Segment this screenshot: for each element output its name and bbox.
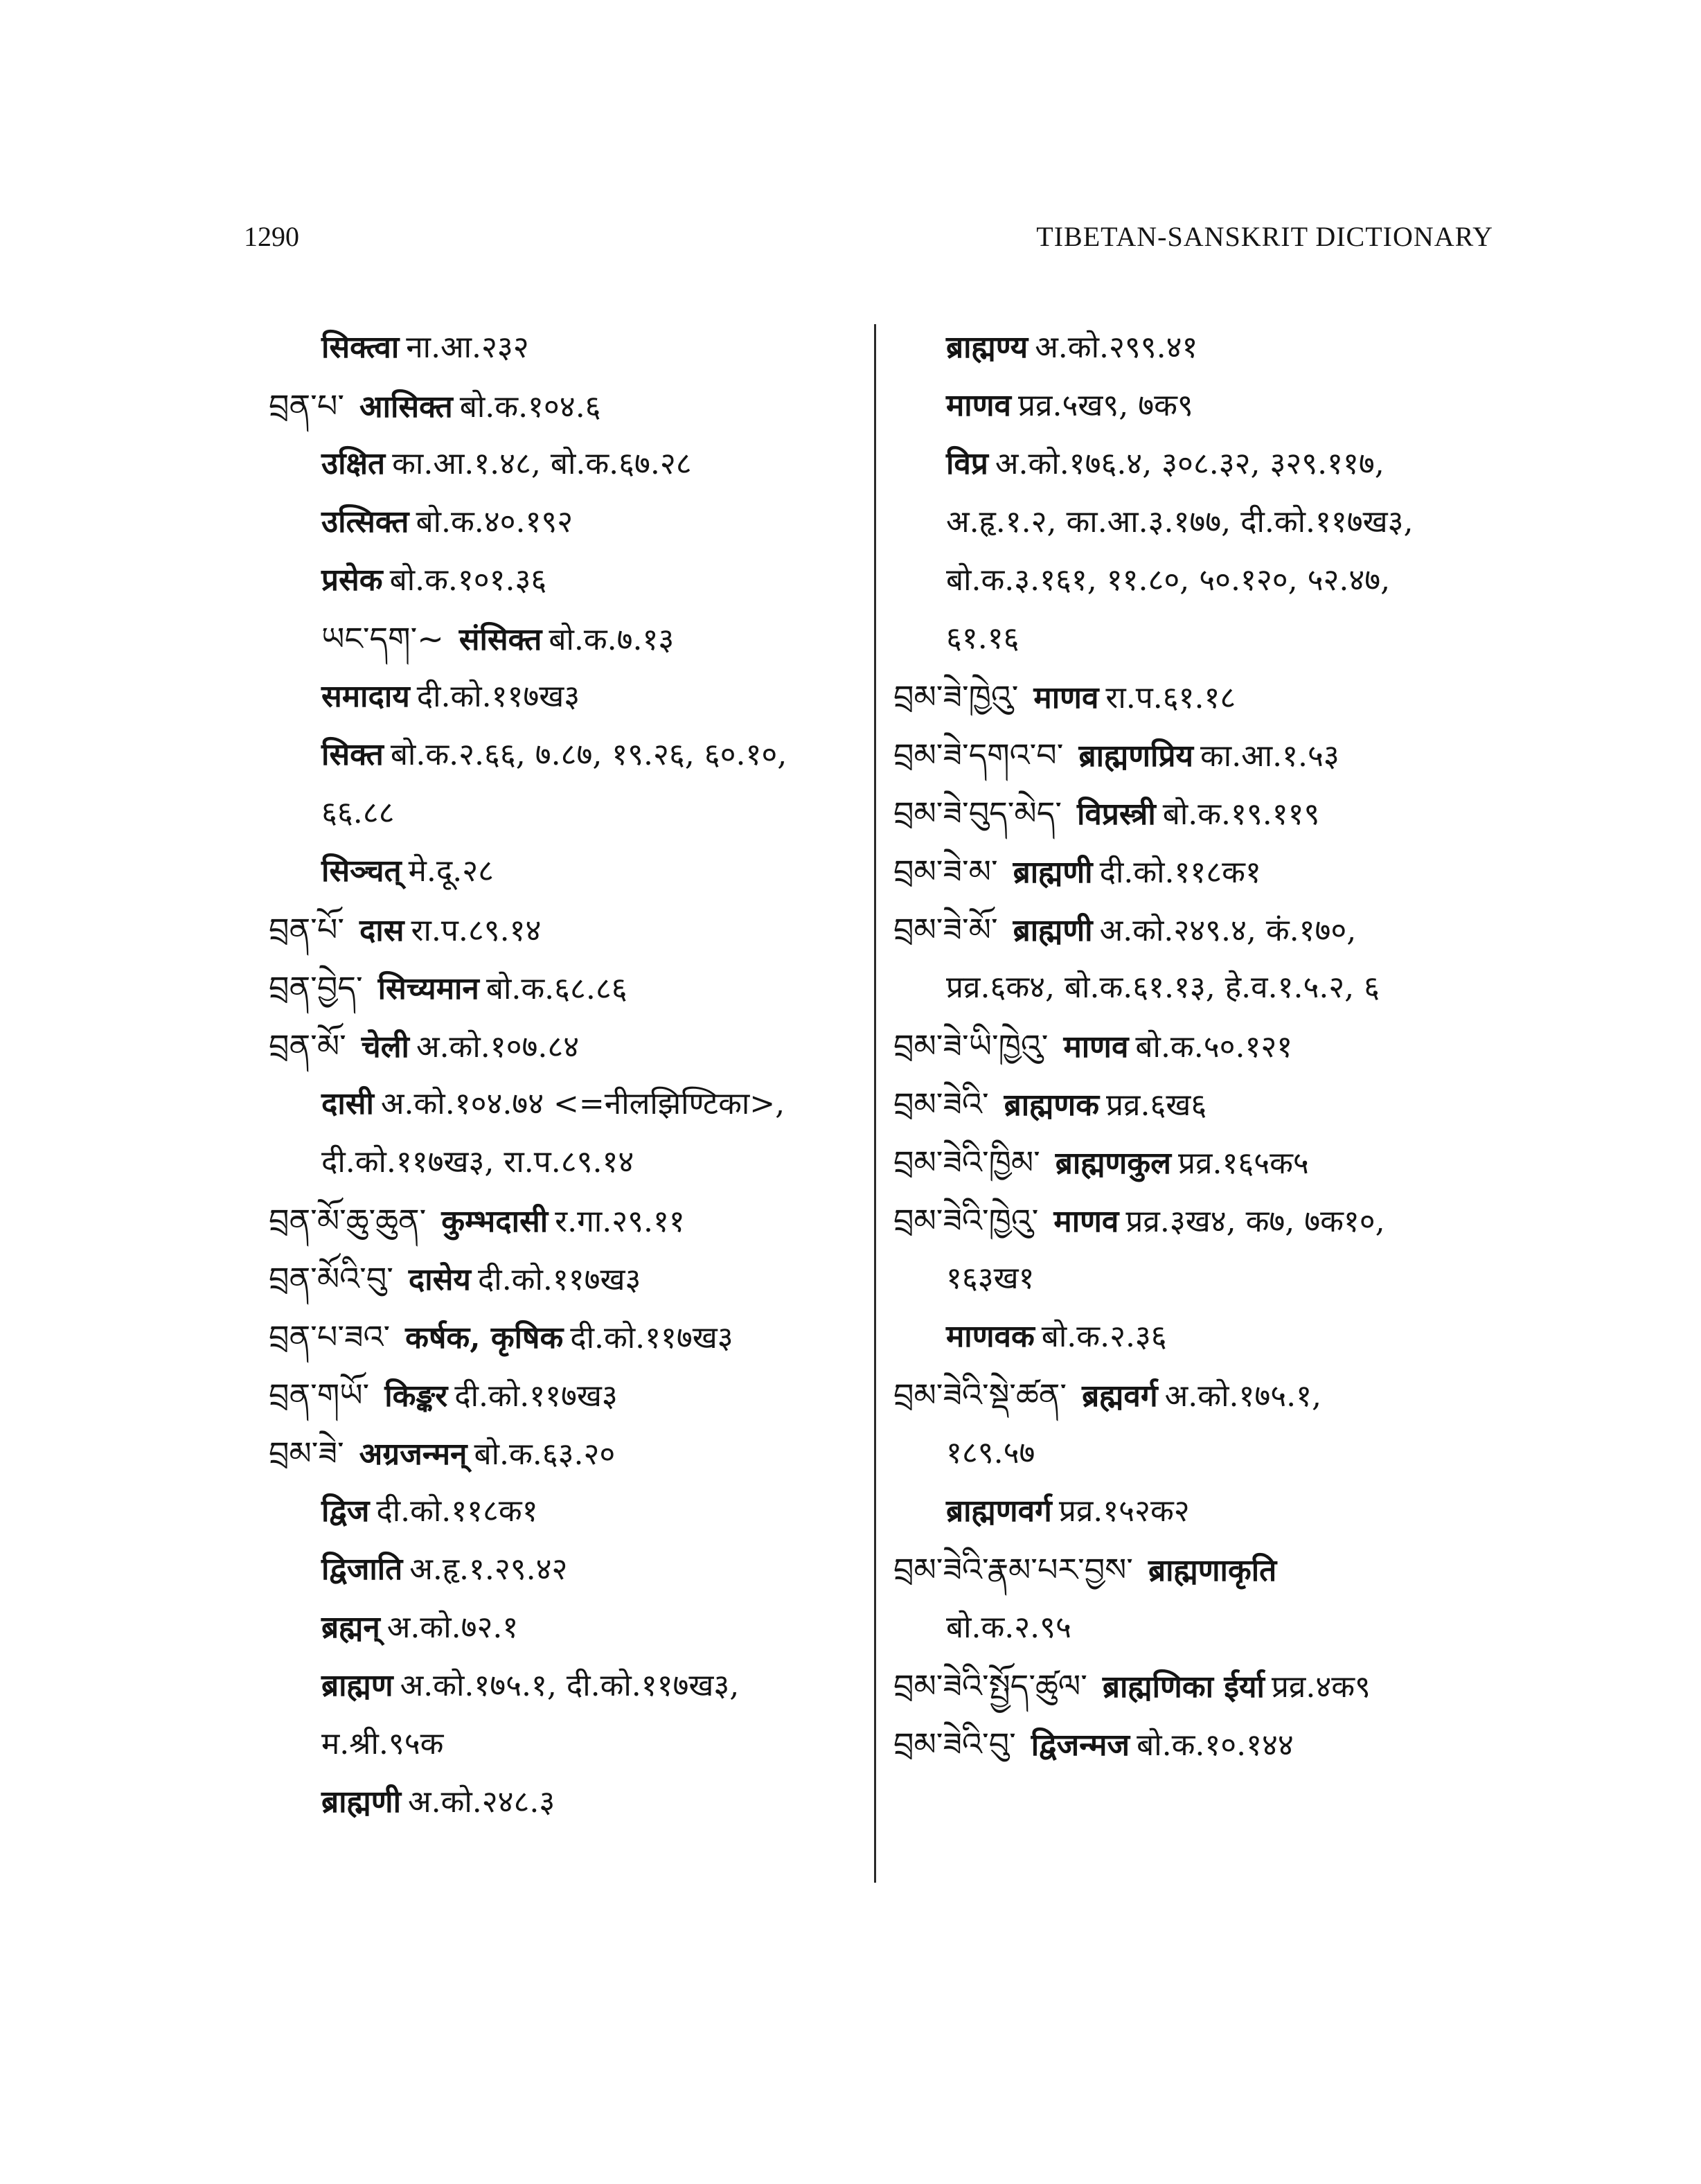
sanskrit-term: उक्षित xyxy=(321,446,386,481)
sanskrit-term: अग्रजन्मन् xyxy=(359,1437,467,1472)
source-reference: बो.क.५०.१२१ xyxy=(1135,1029,1293,1065)
source-reference: अ.को.१०७.८४ xyxy=(416,1029,580,1065)
source-reference: अ.हृ.१.२, का.आ.३.१७७, दी.को.११७ख३, xyxy=(946,504,1414,540)
source-reference: दी.को.११७ख३, रा.प.८९.१४ xyxy=(321,1144,634,1180)
source-reference: १६३ख१ xyxy=(946,1261,1035,1296)
dictionary-line xyxy=(269,1133,864,1191)
dictionary-line xyxy=(269,668,864,726)
source-reference: प्रव्र.४क९ xyxy=(1271,1669,1371,1705)
source-reference: बो.क.३.१६१, ११.८०, ५०.१२०, ५२.४७, xyxy=(946,562,1391,598)
dictionary-line xyxy=(269,1250,864,1308)
dictionary-line xyxy=(893,1424,1503,1482)
source-reference: का.आ.१.५३ xyxy=(1200,738,1339,774)
sanskrit-term: माणव xyxy=(1063,1029,1129,1065)
sanskrit-term: ब्राह्मण्य xyxy=(946,330,1028,365)
source-reference: अ.को.१७५.१, xyxy=(1164,1378,1321,1414)
column-divider xyxy=(874,324,876,1883)
dictionary-line xyxy=(893,551,1503,610)
source-reference: बो.क.१०१.३६ xyxy=(389,562,547,598)
source-reference: प्रव्र.१५२क२ xyxy=(1058,1493,1190,1529)
sanskrit-term: कर्षक, कृषिक xyxy=(405,1320,564,1356)
sanskrit-term: ब्राह्मणी xyxy=(321,1784,401,1820)
tibetan-headword: བྲན་པ་ xyxy=(269,387,344,425)
dictionary-line xyxy=(269,1424,864,1482)
dictionary-line xyxy=(269,1715,864,1773)
sanskrit-term: ब्राह्मणिका ईर्या xyxy=(1102,1669,1265,1705)
tibetan-headword: བྲམ་ཟེ་ཡི་ཁྱེའུ་ xyxy=(893,1027,1049,1065)
source-reference: बो.क.२.६६, ७.८७, १९.२६, ६०.१०, xyxy=(390,737,787,772)
tibetan-headword: བྲམ་ཟེའི་ xyxy=(893,1085,989,1123)
source-reference: दी.को.११७ख३ xyxy=(416,679,580,714)
sanskrit-term: माणव xyxy=(1053,1204,1119,1239)
dictionary-line xyxy=(893,1541,1503,1599)
dictionary-line xyxy=(269,1075,864,1133)
sanskrit-term: ब्राह्मणकुल xyxy=(1055,1146,1171,1181)
tibetan-headword: བྲམ་ཟེ་བུད་མེད་ xyxy=(893,794,1062,832)
dictionary-line xyxy=(269,1366,864,1424)
source-reference: बो.क.२.९५ xyxy=(946,1610,1071,1645)
dictionary-line xyxy=(269,726,864,784)
running-head: TIBETAN-SANSKRIT DICTIONARY xyxy=(1036,221,1493,252)
dictionary-line xyxy=(269,493,864,551)
sanskrit-term: सिक्त्वा xyxy=(321,330,400,365)
tibetan-headword: བྲམ་ཟེ་ xyxy=(269,1435,344,1472)
sanskrit-term: दासी xyxy=(321,1086,374,1121)
tibetan-headword: བྲན་མོའི་བུ་ xyxy=(269,1260,393,1297)
sanskrit-term: उत्सिक्त xyxy=(321,504,409,540)
dictionary-line xyxy=(893,726,1503,784)
source-reference: दी.को.११७ख३ xyxy=(477,1262,641,1297)
tibetan-headword: བྲམ་ཟེའི་སྡེ་ཚན་ xyxy=(893,1376,1067,1414)
dictionary-line xyxy=(269,1541,864,1599)
sanskrit-term: संसिक्त xyxy=(458,622,542,657)
source-reference: अ.को.१०४.७४ <=नीलझिण्टिका>, xyxy=(380,1086,785,1121)
source-reference: अ.को.२९९.४१ xyxy=(1035,330,1198,365)
source-reference: प्रव्र.३ख४, क७, ७क१०, xyxy=(1125,1204,1385,1239)
source-reference: प्रव्र.१६५क५ xyxy=(1178,1146,1309,1181)
sanskrit-term: ब्राह्मणाकृति xyxy=(1148,1553,1277,1588)
source-reference: अ.को.२४८.३ xyxy=(407,1784,555,1820)
dictionary-line xyxy=(893,1133,1503,1191)
source-reference: रा.प.६१.१८ xyxy=(1105,680,1236,716)
source-reference: अ.को.१७५.१, दी.को.११७ख३, xyxy=(400,1668,740,1703)
dictionary-line xyxy=(269,900,864,959)
dictionary-line xyxy=(269,377,864,435)
dictionary-line xyxy=(893,319,1503,377)
source-reference: बो.क.१९.११९ xyxy=(1162,797,1320,832)
source-reference: बो.क.७.१३ xyxy=(549,622,675,657)
tibetan-headword: ཡང་དག་~ xyxy=(321,620,444,657)
source-reference: अ.को.२४९.४, कं.१७०, xyxy=(1099,913,1357,948)
sanskrit-term: ब्राह्मणप्रिय xyxy=(1078,738,1193,774)
source-reference: १८९.५७ xyxy=(946,1435,1035,1471)
source-reference: र.गा.२९.११ xyxy=(555,1204,685,1239)
source-reference: दी.को.११७ख३ xyxy=(454,1378,618,1414)
source-reference: प्रव्र.६क४, बो.क.६१.१३, हे.व.१.५.२, ६ xyxy=(946,970,1380,1005)
source-reference: अ.हृ.१.२९.४२ xyxy=(409,1552,568,1587)
source-reference: प्रव्र.६ख६ xyxy=(1106,1087,1207,1123)
dictionary-line xyxy=(893,900,1503,959)
sanskrit-term: माणवक xyxy=(946,1319,1035,1354)
source-reference: बो.क.१०.१४४ xyxy=(1137,1728,1294,1763)
sanskrit-term: किङ्कर xyxy=(384,1378,448,1414)
dictionary-line xyxy=(269,1308,864,1366)
tibetan-headword: བྲན་མོ་ཆུ་ཆུན་ xyxy=(269,1202,427,1239)
sanskrit-term: सिञ्चत् xyxy=(321,853,402,889)
dictionary-line xyxy=(269,784,864,842)
sanskrit-term: दास xyxy=(359,913,404,948)
source-reference: अ.को.१७६.४, ३०८.३२, ३२९.११७, xyxy=(995,446,1384,481)
dictionary-line xyxy=(893,1075,1503,1133)
sanskrit-term: द्विजाति xyxy=(321,1552,403,1587)
dictionary-line xyxy=(893,959,1503,1017)
sanskrit-term: समादाय xyxy=(321,679,410,714)
dictionary-line xyxy=(893,1250,1503,1308)
sanskrit-term: ब्राह्मणी xyxy=(1013,913,1093,948)
tibetan-headword: བྲམ་ཟེའི་བུ་ xyxy=(893,1725,1016,1763)
source-reference: म.श्री.९५क xyxy=(321,1726,444,1761)
dictionary-line xyxy=(893,610,1503,668)
dictionary-line xyxy=(893,377,1503,435)
dictionary-line xyxy=(893,493,1503,551)
source-reference: बो.क.२.३६ xyxy=(1041,1319,1167,1354)
dictionary-line xyxy=(893,1308,1503,1366)
source-reference: का.आ.१.४८, बो.क.६७.२८ xyxy=(392,446,692,481)
sanskrit-term: ब्राह्मणवर्ग xyxy=(946,1493,1052,1529)
source-reference: बो.क.६८.८६ xyxy=(486,971,627,1006)
dictionary-line xyxy=(893,1657,1503,1715)
tibetan-headword: བྲན་གཡོ་ xyxy=(269,1376,370,1414)
sanskrit-term: सिच्यमान xyxy=(377,971,479,1006)
source-reference: रा.प.८९.१४ xyxy=(411,913,542,948)
sanskrit-term: विप्र xyxy=(946,446,988,481)
tibetan-headword: བྲམ་ཟེའི་རྣམ་པར་བྱས་ xyxy=(893,1551,1133,1588)
sanskrit-term: चेली xyxy=(361,1029,409,1065)
sanskrit-term: आसिक्त xyxy=(359,389,453,425)
dictionary-line xyxy=(269,1017,864,1075)
right-column xyxy=(893,319,1503,1773)
sanskrit-term: सिक्त xyxy=(321,737,384,772)
dictionary-line xyxy=(893,1366,1503,1424)
sanskrit-term: ब्राह्मणी xyxy=(1013,855,1093,890)
source-reference: दी.को.११७ख३ xyxy=(570,1320,733,1356)
sanskrit-term: विप्रस्त्री xyxy=(1077,797,1156,832)
tibetan-headword: བྲམ་ཟེའི་སྤྱོད་ཚུལ་ xyxy=(893,1667,1087,1705)
dictionary-line xyxy=(269,842,864,900)
left-column xyxy=(269,319,864,1831)
tibetan-headword: བྲན་པོ་ xyxy=(269,911,344,948)
sanskrit-term: दासेय xyxy=(408,1262,471,1297)
dictionary-line xyxy=(893,1017,1503,1075)
dictionary-line xyxy=(269,1657,864,1715)
dictionary-line xyxy=(893,435,1503,493)
source-reference: ६६.८८ xyxy=(321,795,395,831)
sanskrit-term: माणव xyxy=(946,388,1011,423)
sanskrit-term: माणव xyxy=(1033,680,1099,716)
tibetan-headword: བྲན་བྱེད་ xyxy=(269,969,363,1006)
tibetan-headword: བྲན་མོ་ xyxy=(269,1027,346,1065)
dictionary-line xyxy=(893,784,1503,842)
sanskrit-term: ब्राह्मण xyxy=(321,1668,393,1703)
dictionary-line xyxy=(893,1715,1503,1773)
sanskrit-term: कुम्भदासी xyxy=(441,1204,549,1239)
dictionary-line xyxy=(269,1482,864,1541)
dictionary-line xyxy=(893,842,1503,900)
dictionary-line xyxy=(269,1191,864,1250)
source-reference: बो.क.४०.१९२ xyxy=(416,504,573,540)
source-reference: दी.को.११८क१ xyxy=(376,1493,538,1529)
dictionary-line xyxy=(269,1773,864,1831)
source-reference: ना.आ.२३२ xyxy=(406,330,529,365)
dictionary-line xyxy=(893,1191,1503,1250)
sanskrit-term: ब्रह्मवर्ग xyxy=(1082,1378,1158,1414)
dictionary-line xyxy=(893,1599,1503,1657)
tibetan-headword: བྲམ་ཟེ་མ་ xyxy=(893,853,998,890)
sanskrit-term: ब्रह्मन् xyxy=(321,1610,380,1645)
tibetan-headword: བྲམ་ཟེའི་ཁྱེའུ་ xyxy=(893,1202,1039,1239)
dictionary-line xyxy=(269,319,864,377)
dictionary-line xyxy=(269,959,864,1017)
dictionary-line xyxy=(269,435,864,493)
source-reference: बो.क.१०४.६ xyxy=(459,389,601,425)
page-number: 1290 xyxy=(244,221,299,252)
tibetan-headword: བྲམ་ཟེ་མོ་ xyxy=(893,911,998,948)
sanskrit-term: द्विजन्मज xyxy=(1031,1728,1130,1763)
source-reference: बो.क.६३.२० xyxy=(474,1437,616,1472)
source-reference: मे.दू.२८ xyxy=(408,853,495,889)
dictionary-line xyxy=(269,551,864,610)
source-reference: ६१.१६ xyxy=(946,621,1019,656)
source-reference: प्रव्र.५ख९, ७क९ xyxy=(1017,388,1193,423)
dictionary-line xyxy=(269,610,864,668)
tibetan-headword: བྲན་པ་ཟའ་ xyxy=(269,1318,391,1356)
sanskrit-term: ब्राह्मणक xyxy=(1004,1087,1100,1123)
dictionary-line xyxy=(269,1599,864,1657)
tibetan-headword: བྲམ་ཟེའི་ཁྱིམ་ xyxy=(893,1144,1040,1181)
dictionary-line xyxy=(893,1482,1503,1541)
sanskrit-term: प्रसेक xyxy=(321,562,383,598)
source-reference: दी.को.११८क१ xyxy=(1099,855,1261,890)
tibetan-headword: བྲམ་ཟེ་ཁྱེའུ་ xyxy=(893,678,1019,716)
dictionary-line xyxy=(893,668,1503,726)
source-reference: अ.को.७२.१ xyxy=(386,1610,519,1645)
tibetan-headword: བྲམ་ཟེ་དགའ་བ་ xyxy=(893,736,1064,774)
sanskrit-term: द्विज xyxy=(321,1493,370,1529)
